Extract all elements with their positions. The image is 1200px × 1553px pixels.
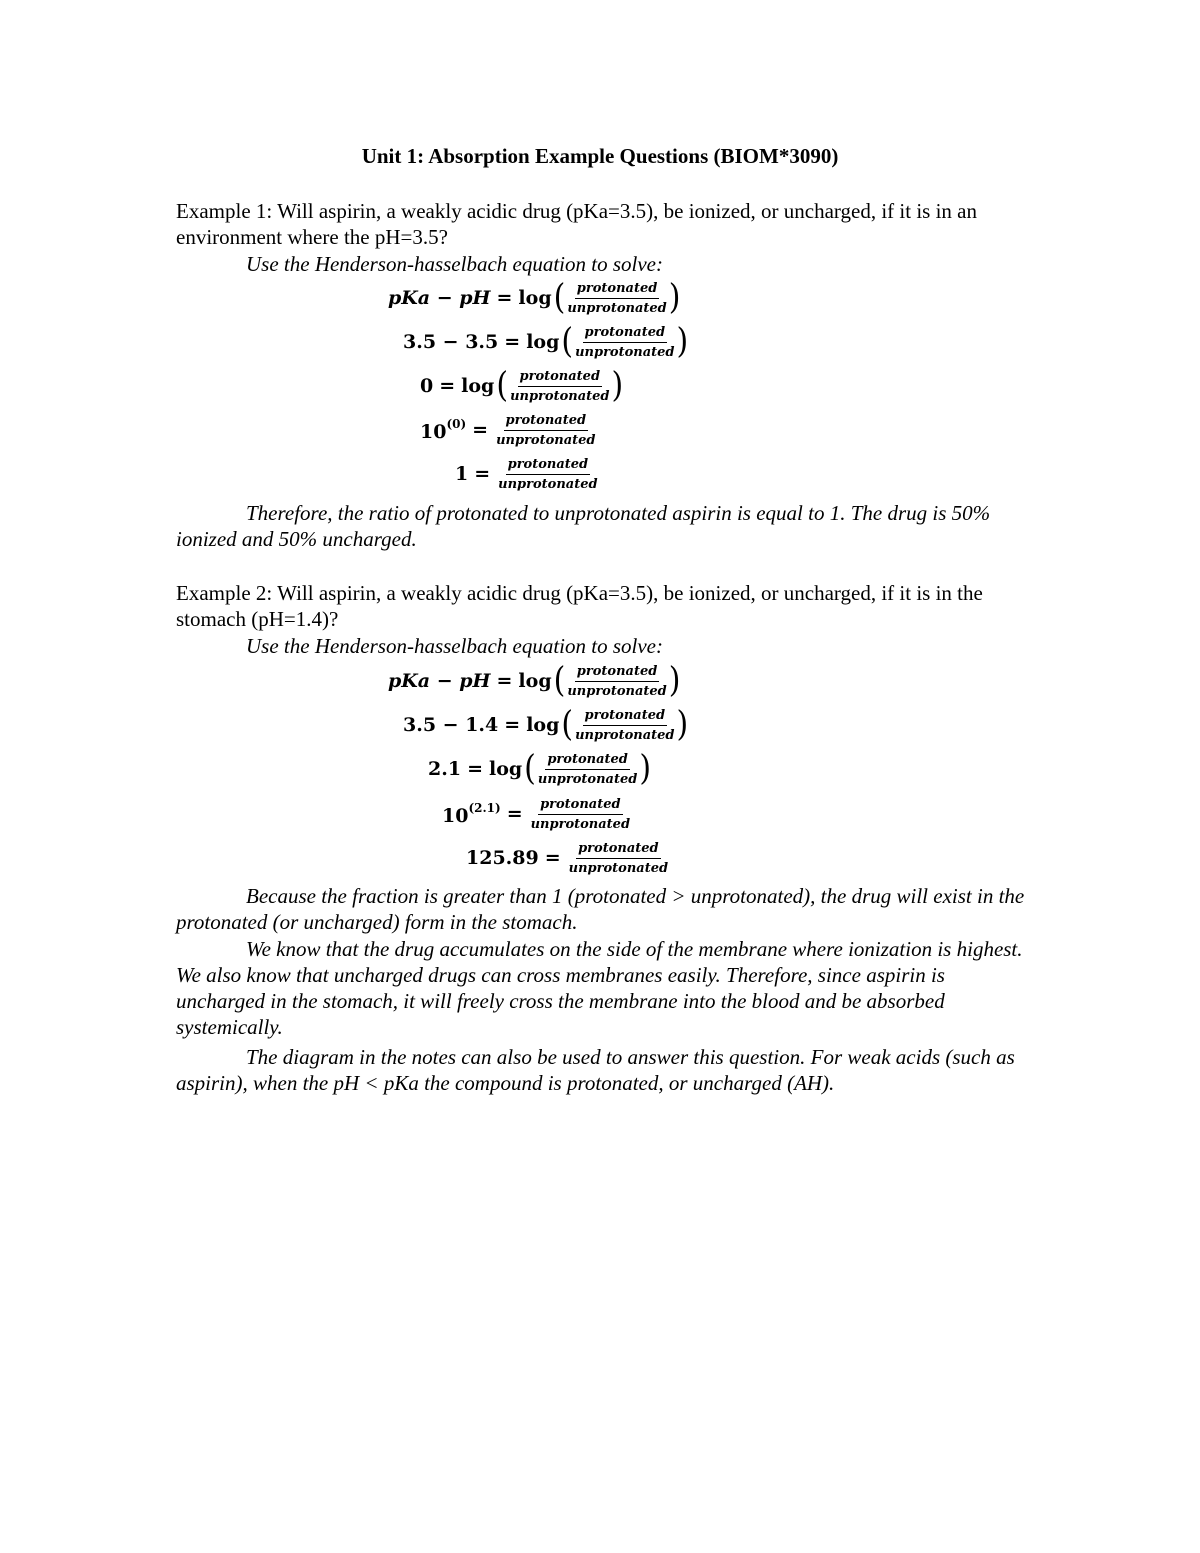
fraction-numerator: protonated xyxy=(506,457,591,475)
equals-sign: = xyxy=(439,375,456,397)
fraction xyxy=(573,708,676,743)
log-label: log xyxy=(518,287,552,309)
eq-lhs: 125.89 xyxy=(466,847,539,869)
fraction-denominator: unprotonated xyxy=(575,344,675,360)
fraction-numerator: protonated xyxy=(583,708,668,726)
equals-sign: = xyxy=(506,803,523,825)
fraction-denominator: unprotonated xyxy=(498,476,598,492)
fraction xyxy=(508,369,611,404)
fraction-denominator: unprotonated xyxy=(575,727,675,743)
fraction-numerator: protonated xyxy=(575,281,660,299)
ex1-equation-4 xyxy=(420,408,598,452)
equals-sign: = xyxy=(504,714,521,736)
fraction xyxy=(496,457,599,492)
fraction-numerator: protonated xyxy=(576,841,661,859)
example2-instruction: Use the Henderson-hasselbach equation to solve: xyxy=(246,634,663,658)
example1-question: Example 1: Will aspirin, a weakly acidic drug (pKa=3.5), be ionized, or uncharged, if it is in an environment where the pH=3.5? xyxy=(176,199,977,249)
equals-sign: = xyxy=(472,419,489,441)
fraction-numerator: protonated xyxy=(504,413,589,431)
eq-lhs: 0 xyxy=(420,375,434,397)
fraction xyxy=(536,752,639,787)
example1-instruction: Use the Henderson-hasselbach equation to solve: xyxy=(246,252,663,276)
fraction-numerator: protonated xyxy=(583,325,668,343)
eq-lhs: $10^{(2.1)}$ xyxy=(442,801,501,827)
equals-sign: = xyxy=(496,287,513,309)
eq-lhs: 10$^{(0)}$ xyxy=(420,417,467,443)
log-label: log xyxy=(461,375,495,397)
fraction-denominator: unprotonated xyxy=(537,771,638,787)
exponent: (2.1) xyxy=(468,801,501,815)
example2-conclusion-2: We know that the drug accumulates on the side of the membrane where ionization is highest. We also know that uncharged drugs can cross membranes easily. Therefore, since aspirin is uncharged in the stomach, it will freely cross the membrane into the blood and be absorbed systemically. xyxy=(176,937,1023,1039)
equals-sign: = xyxy=(496,670,513,692)
example2-question: Example 2: Will aspirin, a weakly acidic drug (pKa=3.5), be ionized, or uncharged, if it is in the stomach (pH=1.4)? xyxy=(176,581,983,631)
log-label: log xyxy=(488,758,523,780)
log-label: log xyxy=(518,670,552,692)
fraction-numerator: protonated xyxy=(538,797,623,815)
equals-sign: = xyxy=(544,847,561,869)
eq-lhs: pKa − pH xyxy=(388,670,491,692)
ex2-equation-2: 3.5 − 1.4 = log ( $\frac{\text{protonated}}{\text{unprotonated}}$ ) xyxy=(403,704,689,745)
fraction xyxy=(565,281,668,316)
fraction xyxy=(573,325,676,360)
page-title: Unit 1: Absorption Example Questions (BIOM*3090) xyxy=(361,144,839,168)
example2-conclusion-1: Because the fraction is greater than 1 (protonated > unprotonated), the drug will exist in the protonated (or uncharged) form in the stomach. xyxy=(176,884,1025,934)
fraction-denominator: unprotonated xyxy=(568,860,669,876)
eq-lhs: 3.5 − 3.5 xyxy=(403,331,499,353)
ex1-equation-2: 3.5 − 3.5 = log ( $\frac{\text{protonated}}{\text{unprotonated}}$ ) xyxy=(403,321,689,362)
log-label: log xyxy=(526,714,560,736)
ex2-equation-5 xyxy=(466,836,670,880)
equals-sign: = xyxy=(467,758,483,780)
ex2-equation-1: pKa − pH = log ( $\frac{\text{protonated}}{\text{unprotonated}}$ ) xyxy=(388,660,681,701)
ex1-equation-3: 0 = log ( $\frac{\text{protonated}}{\text{unprotonated}}$ ) xyxy=(420,365,624,406)
eq-lhs: 1 xyxy=(455,463,469,485)
ex1-equation-1: pKa − pH = log ( $\frac{\text{protonated}}{\text{unprotonated}}$ ) xyxy=(388,277,681,318)
eq-lhs: pKa − pH xyxy=(388,287,491,309)
fraction xyxy=(567,841,670,876)
exponent: (0) xyxy=(446,417,467,431)
eq-lhs: 2.1 xyxy=(428,758,462,780)
fraction xyxy=(494,413,597,448)
fraction xyxy=(565,664,668,699)
fraction-numerator: protonated xyxy=(545,752,630,770)
ex2-equation-3: 2.1 = log ( $\frac{\text{protonated}}{\text{unprotonated}}$ ) xyxy=(428,748,652,789)
fraction-denominator: unprotonated xyxy=(567,300,667,316)
example2-conclusion-3: The diagram in the notes can also be used to answer this question. For weak acids (such as aspirin), when the pH < pKa the compound is protonated, or uncharged (AH). xyxy=(176,1045,1015,1095)
equals-sign: = xyxy=(504,331,521,353)
log-label: log xyxy=(526,331,560,353)
ex2-equation-4 xyxy=(442,792,632,836)
equals-sign: = xyxy=(474,463,491,485)
fraction-denominator: unprotonated xyxy=(496,432,596,448)
fraction-numerator: protonated xyxy=(518,369,603,387)
eq-lhs: 3.5 − 1.4 xyxy=(403,714,499,736)
fraction-numerator: protonated xyxy=(575,664,660,682)
example1-conclusion: Therefore, the ratio of protonated to unprotonated aspirin is equal to 1. The drug is 50% ionized and 50% uncharged. xyxy=(176,501,991,551)
fraction-denominator: unprotonated xyxy=(510,388,610,404)
fraction-denominator: unprotonated xyxy=(567,683,667,699)
fraction-denominator: unprotonated xyxy=(530,816,631,832)
ex1-equation-5 xyxy=(455,452,600,496)
fraction xyxy=(529,797,632,832)
